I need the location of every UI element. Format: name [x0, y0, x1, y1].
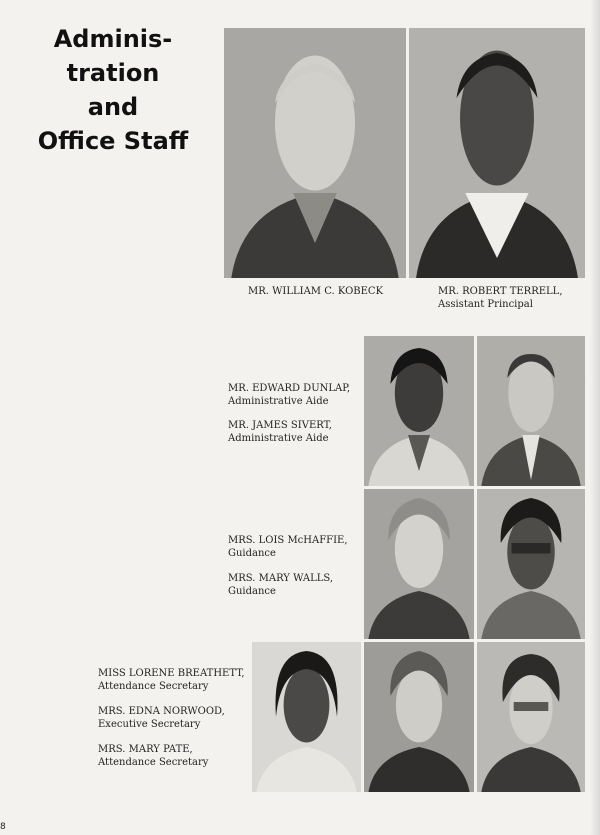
person-icon [224, 28, 406, 278]
staff-caption [228, 572, 333, 598]
portrait-photo [477, 489, 585, 639]
person-icon [252, 642, 361, 792]
page-heading [28, 22, 198, 158]
staff-name: MR. WILLIAM C. KOBECK [248, 286, 384, 297]
heading-line: Adminis- [53, 25, 173, 53]
staff-caption [98, 705, 225, 731]
heading-line: Office Staff [37, 127, 189, 155]
staff-title: Guidance [228, 586, 276, 597]
portrait-photo [364, 489, 474, 639]
staff-caption [438, 285, 563, 311]
staff-caption [228, 419, 332, 445]
staff-name: MISS LORENE BREATHETT, [98, 668, 245, 679]
portrait-photo [477, 642, 585, 792]
person-icon [409, 28, 585, 278]
page-number: 8 [0, 822, 6, 832]
staff-name: MRS. MARY PATE, [98, 744, 193, 755]
staff-caption [228, 382, 350, 408]
heading-line: and [87, 93, 139, 121]
page-edge-shadow [590, 0, 600, 835]
staff-title: Attendance Secretary [98, 757, 209, 768]
staff-name: MR. ROBERT TERRELL, [438, 286, 563, 297]
portrait-photo [364, 642, 474, 792]
portrait-photo [224, 28, 406, 278]
staff-title: Executive Secretary [98, 719, 201, 730]
person-icon [364, 489, 474, 639]
person-icon [364, 642, 474, 792]
portrait-photo [364, 336, 474, 486]
staff-title: Attendance Secretary [98, 681, 209, 692]
staff-title: Assistant Principal [438, 299, 533, 310]
staff-caption [98, 667, 245, 693]
heading-line: tration [66, 59, 160, 87]
portrait-photo [252, 642, 361, 792]
staff-title: Guidance [228, 548, 276, 559]
portrait-photo [409, 28, 585, 278]
portrait-photo [477, 336, 585, 486]
staff-caption [228, 534, 348, 560]
staff-name: MRS. EDNA NORWOOD, [98, 706, 225, 717]
person-icon [477, 489, 585, 639]
staff-name: MRS. MARY WALLS, [228, 573, 334, 584]
staff-caption [248, 285, 383, 298]
staff-title: Administrative Aide [228, 396, 329, 407]
staff-name: MR. JAMES SIVERT, [228, 420, 332, 431]
staff-name: MRS. LOIS McHAFFIE, [228, 535, 348, 546]
person-icon [364, 336, 474, 486]
person-icon [477, 336, 585, 486]
staff-name: MR. EDWARD DUNLAP, [228, 383, 351, 394]
person-icon [477, 642, 585, 792]
staff-title: Administrative Aide [228, 433, 329, 444]
staff-caption [98, 743, 208, 769]
